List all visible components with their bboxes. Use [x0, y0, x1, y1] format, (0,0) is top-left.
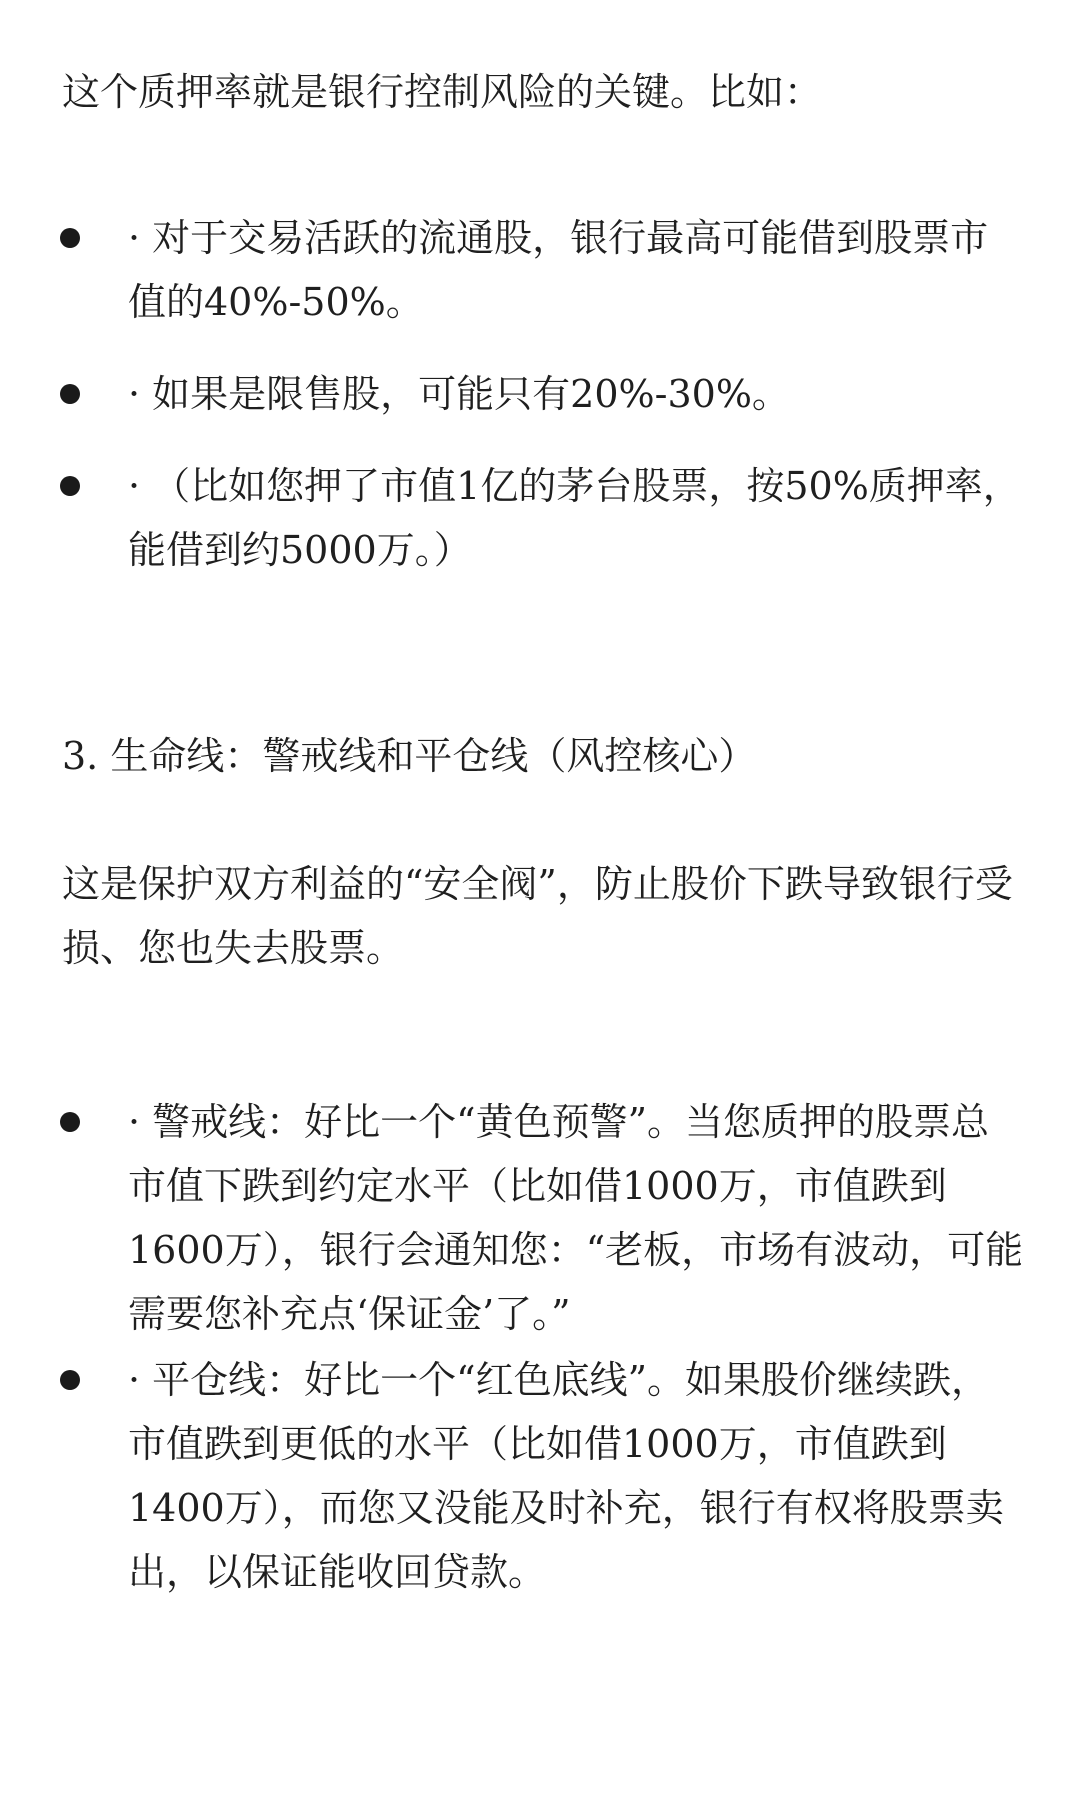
pledge-rate-list	[0, 206, 1080, 582]
bullet-icon	[60, 228, 80, 248]
bullet-icon	[60, 476, 80, 496]
list-item	[0, 454, 1080, 582]
section-intro-paragraph: 这是保护双方利益的“安全阀”，防止股价下跌导致银行受损、您也失去股票。	[62, 862, 1013, 970]
bullet-icon	[60, 1370, 80, 1390]
list-item	[0, 1348, 1080, 1604]
list-item	[0, 1090, 1080, 1346]
list-item-text: · （比如您押了市值1亿的茅台股票，按50%质押率，能借到约5000万。）	[128, 464, 1021, 572]
list-item-text: · 如果是限售股，可能只有20%-30%。	[128, 372, 790, 416]
bullet-icon	[60, 384, 80, 404]
bullet-icon	[60, 1112, 80, 1132]
list-item-text: · 对于交易活跃的流通股，银行最高可能借到股票市值的40%-50%。	[128, 216, 989, 324]
risk-line-list	[0, 1090, 1080, 1604]
intro-paragraph: 这个质押率就是银行控制风险的关键。比如：	[62, 70, 823, 114]
list-item	[0, 362, 1080, 426]
section-heading: 3. 生命线：警戒线和平仓线（风控核心）	[62, 734, 757, 778]
list-item-text: · 警戒线：好比一个“黄色预警”。当您质押的股票总市值下跌到约定水平（比如借1000万，市值跌到1600万），银行会通知您：“老板，市场有波动，可能需要您补充点‘保证金’了。”	[128, 1100, 1024, 1336]
list-item	[0, 206, 1080, 334]
list-item-text: · 平仓线：好比一个“红色底线”。如果股价继续跌，市值跌到更低的水平（比如借1000万，市值跌到1400万），而您又没能及时补充，银行有权将股票卖出，以保证能收回贷款。	[128, 1358, 1004, 1594]
